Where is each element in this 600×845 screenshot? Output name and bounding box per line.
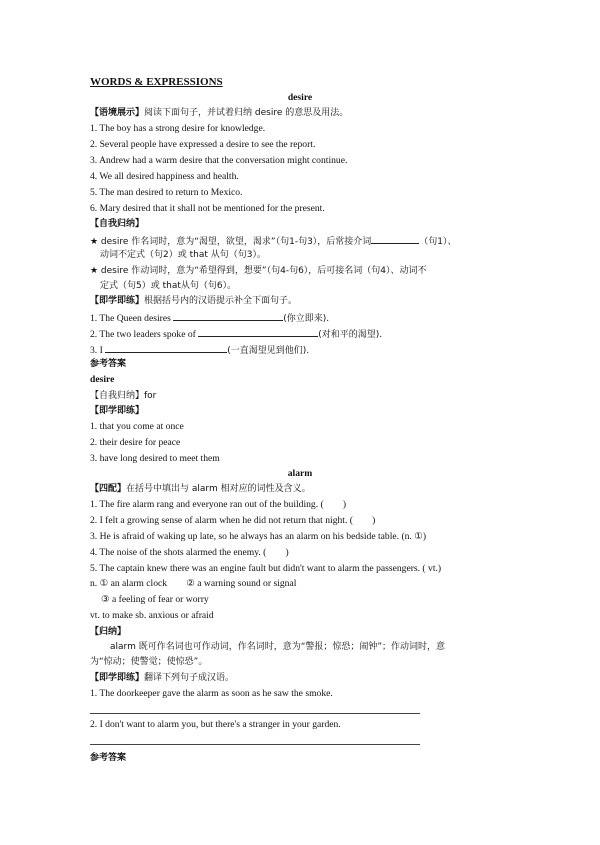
practice-question-1: 1. The Queen desires (你立即来). — [90, 313, 330, 324]
example-sentence: 3. He is afraid of waking up late, so he always has an alarm on his bedside table. (n. ①) — [90, 531, 427, 542]
answer-line[interactable] — [90, 713, 420, 714]
answer-item: 1. that you come at once — [90, 421, 184, 432]
definition-verb: vt. to make sb. anxious or afraid — [90, 610, 214, 621]
summary-tag-alarm: 【归纳】 — [90, 627, 127, 637]
practice-question-3: 3. I (一直渴望见到他们). — [90, 345, 310, 356]
example-sentence: 1. The fire alarm rang and everyone ran out of the building. ( ) — [90, 499, 347, 510]
example-sentence: 2. I felt a growing sense of alarm when he did not return that night. ( ) — [90, 515, 376, 526]
practice-tag: 【即学即练】 — [90, 296, 145, 306]
practice-instruction: 【即学即练】根据括号内的汉语提示补全下面句子。 — [90, 296, 298, 306]
example-sentence: 5. The man desired to return to Mexico. — [90, 187, 243, 198]
example-sentence: 4. The noise of the shots alarmed the enemy. ( ) — [90, 547, 289, 558]
match-tag: 【四配】 — [90, 484, 127, 494]
example-sentence: 5. The captain knew there was an engine fault but didn't want to alarm the passengers. ( vt.) — [90, 563, 442, 574]
translate-sentence-2: 2. I don't want to alarm you, but there's a stranger in your garden. — [90, 719, 341, 730]
answers-title: 参考答案 — [90, 359, 127, 369]
summary-text: alarm 既可作名词也可作动词，作名词时，意为“警报；惊恐；闹钟”；作动词时，意 — [110, 642, 446, 652]
context-text: 阅读下面句子，并试着归纳 desire 的意思及用法。 — [144, 108, 349, 118]
summary-text-cont: 为“惊动；使警觉；使惊恐”。 — [90, 657, 208, 667]
answer-blank[interactable] — [198, 327, 318, 337]
practice-tag-alarm: 【即学即练】 — [90, 673, 145, 683]
context-tag: 【语境展示】 — [90, 108, 145, 118]
answers-word: desire — [90, 374, 115, 385]
rule-verb-cont: 定式（句5）或 that从句（句6）。 — [100, 281, 237, 291]
word-title-alarm: alarm — [287, 468, 313, 479]
answer-practice-tag: 【即学即练】 — [90, 406, 145, 416]
answers-title-alarm: 参考答案 — [90, 753, 127, 763]
rule-noun-cont: 动词不定式（句2）或 that 从句（句3）。 — [100, 250, 266, 260]
answer-blank[interactable] — [173, 311, 283, 321]
example-sentence: 1. The boy has a strong desire for knowledge. — [90, 123, 266, 134]
fill-blank[interactable] — [371, 234, 419, 244]
example-sentence: 2. Several people have expressed a desire to see the report. — [90, 139, 316, 150]
match-instruction: 【四配】在括号中填出与 alarm 相对应的词性及含义。 — [90, 484, 311, 494]
rule-verb: ★ desire 作动词时，意为“希望得到，想要”（句4-句6），后可接名词（句4）、动词不 — [90, 266, 427, 276]
example-sentence: 4. We all desired happiness and health. — [90, 171, 239, 182]
rule-noun: ★ desire 作名词时，意为“渴望，欲望，渴求”（句1-句3），后常接介词 （句1）、 — [90, 234, 457, 248]
answer-blank[interactable] — [105, 343, 227, 353]
section-heading: WORDS & EXPRESSIONS — [90, 76, 223, 88]
practice-question-2: 2. The two leaders spoke of (对和平的渴望). — [90, 329, 383, 340]
answer-line[interactable] — [90, 744, 420, 745]
answer-summary: 【自我归纳】for — [90, 391, 157, 401]
translate-instruction: 【即学即练】翻译下列句子成汉语。 — [90, 673, 235, 683]
example-sentence: 3. Andrew had a warm desire that the conversation might continue. — [90, 155, 348, 166]
example-sentence: 6. Mary desired that it shall not be mentioned for the present. — [90, 203, 325, 214]
summary-tag: 【自我归纳】 — [90, 219, 145, 229]
word-title-desire: desire — [287, 92, 313, 103]
definition-noun-3: ③ a feeling of fear or worry — [101, 594, 209, 605]
answer-item: 3. have long desired to meet them — [90, 453, 220, 464]
definition-noun: n. ① an alarm clock ② a warning sound or signal — [90, 578, 297, 589]
translate-sentence-1: 1. The doorkeeper gave the alarm as soon as he saw the smoke. — [90, 688, 333, 699]
context-instruction — [90, 107, 348, 119]
answer-item: 2. their desire for peace — [90, 437, 181, 448]
